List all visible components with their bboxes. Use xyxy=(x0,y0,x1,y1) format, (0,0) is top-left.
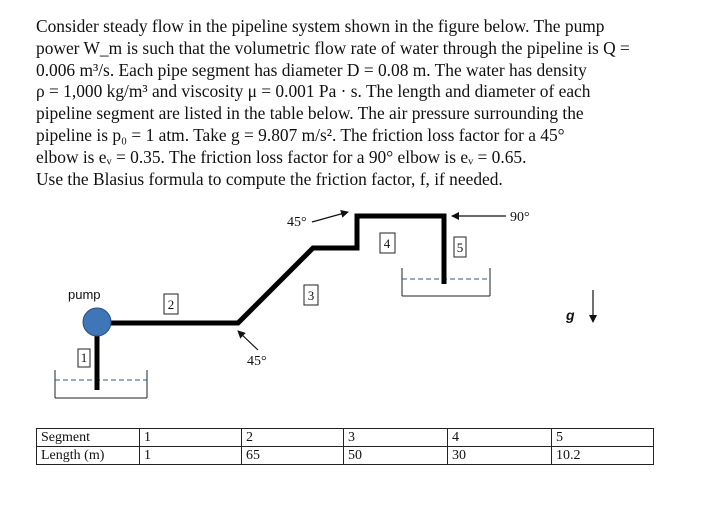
elbow-45-lower-label: 45° xyxy=(247,354,267,369)
elbow-45-lower-arrow xyxy=(238,331,258,350)
table-cell: 50 xyxy=(344,447,448,465)
elbow-90-label: 90° xyxy=(510,210,530,225)
table-cell: 4 xyxy=(448,429,552,447)
problem-line-4: ρ = 1,000 kg/m³ and viscosity μ = 0.001 Pa · s. The length and diameter of each xyxy=(36,81,591,102)
problem-line-6: pipeline is p₀ = 1 atm. Take g = 9.807 m/s². The friction loss factor for a 45° xyxy=(36,124,565,145)
problem-line-8: Use the Blasius formula to compute the friction factor, f, if needed. xyxy=(36,168,503,189)
svg-text:5: 5 xyxy=(456,240,464,255)
table-cell: 1 xyxy=(140,429,242,447)
segment-label-2 xyxy=(164,294,178,314)
pump-label: pump xyxy=(68,287,101,302)
svg-text:1: 1 xyxy=(80,350,88,365)
segment-label-5 xyxy=(454,237,466,257)
problem-line-7: elbow is eᵥ = 0.35. The friction loss factor for a 90° elbow is eᵥ = 0.65. xyxy=(36,146,527,167)
segment-label-4 xyxy=(380,233,395,253)
table-row xyxy=(37,447,654,465)
table-cell: 1 xyxy=(140,447,242,465)
svg-text:4: 4 xyxy=(383,236,391,251)
table-cell: 2 xyxy=(242,429,344,447)
segment-label-1 xyxy=(78,349,90,367)
problem-line-5: pipeline segment are listed in the table below. The air pressure surrounding the xyxy=(36,103,584,124)
table-header-length: Length (m) xyxy=(37,447,140,465)
elbow-45-upper-arrow xyxy=(312,212,348,222)
segment-label-3 xyxy=(304,285,318,305)
problem-line-1: Consider steady flow in the pipeline system shown in the figure below. The pump xyxy=(36,16,605,36)
svg-text:3: 3 xyxy=(307,288,315,303)
problem-line-2: power W_m is such that the volumetric flow rate of water through the pipeline is Q = xyxy=(36,37,630,58)
table-cell: 30 xyxy=(448,447,552,465)
table-cell: 3 xyxy=(344,429,448,447)
table-cell: 5 xyxy=(552,429,654,447)
problem-line-3: 0.006 m³/s. Each pipe segment has diameter D = 0.08 m. The water has density xyxy=(36,59,587,80)
gravity-label: g xyxy=(566,307,575,323)
table-row xyxy=(37,429,654,447)
table-cell: 10.2 xyxy=(552,447,654,465)
elbow-45-upper-label: 45° xyxy=(287,215,307,230)
svg-text:2: 2 xyxy=(167,297,175,312)
segment-length-table xyxy=(36,428,654,465)
table-header-segment: Segment xyxy=(37,429,140,447)
table-cell: 65 xyxy=(242,447,344,465)
pump-icon xyxy=(83,308,111,336)
lower-reservoir xyxy=(55,370,147,398)
